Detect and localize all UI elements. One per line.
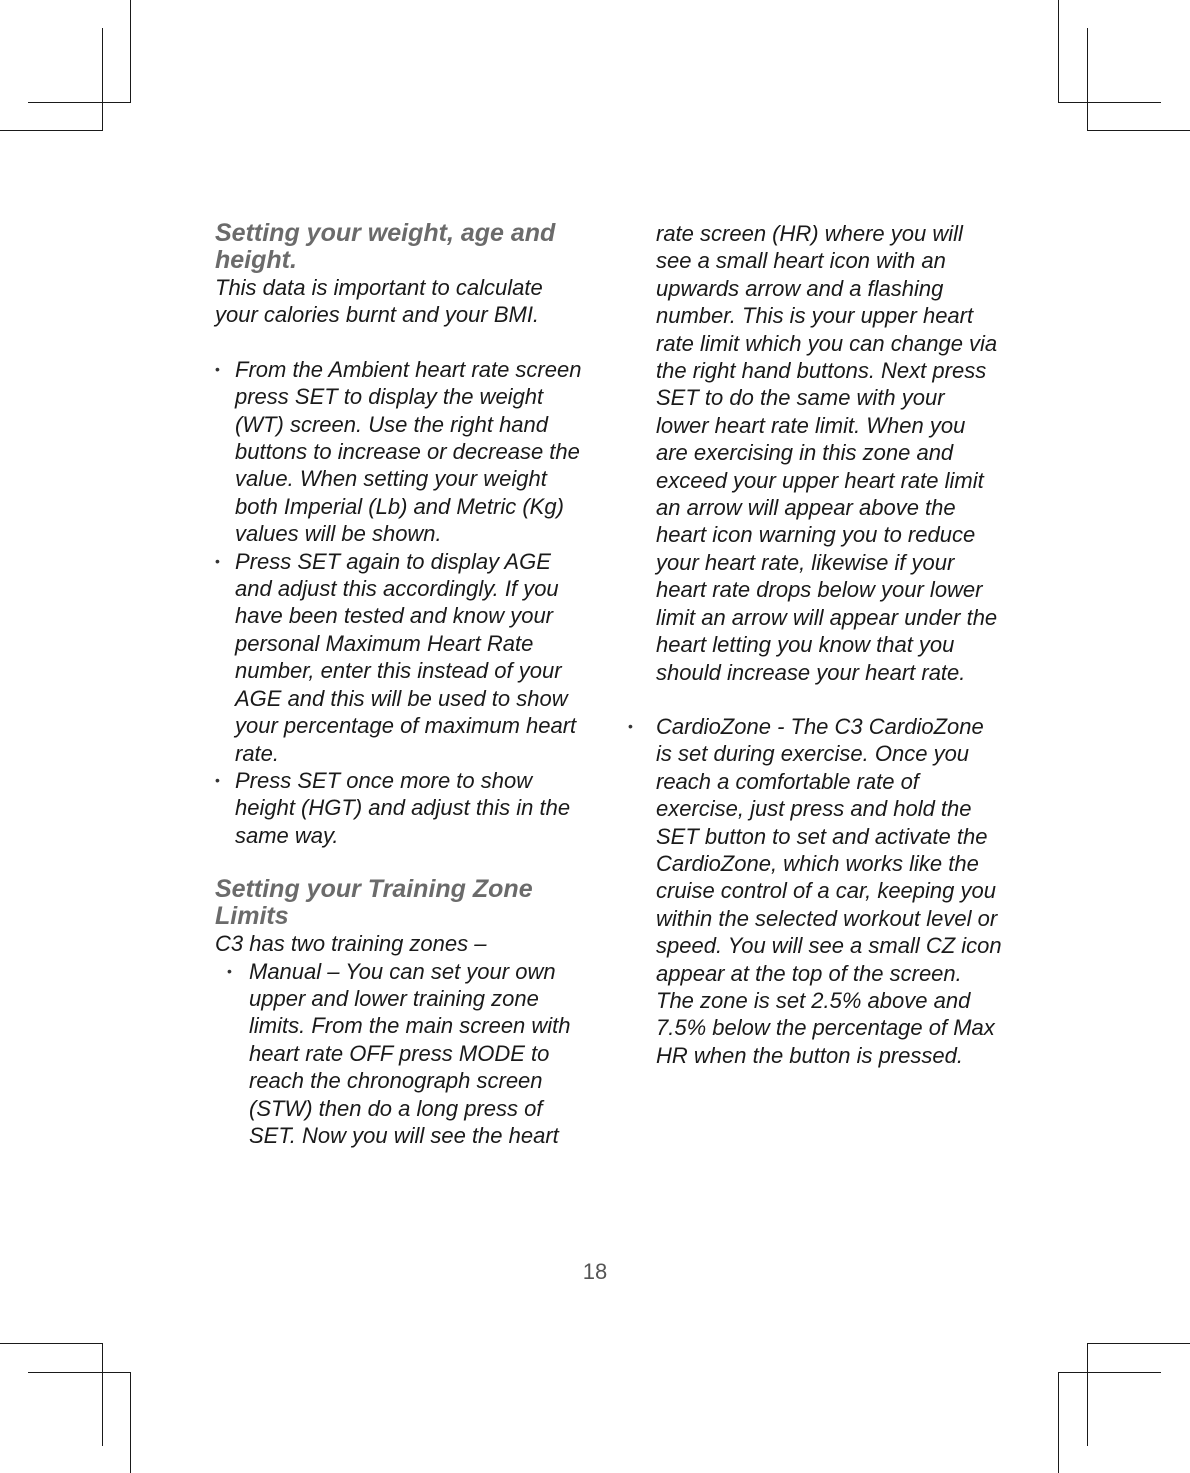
crop-mark-top-left-vertical <box>130 0 131 103</box>
heading-weight-age-height: Setting your weight, age and height. <box>215 219 556 274</box>
list-item <box>215 548 590 767</box>
bullet-icon: • <box>215 771 220 788</box>
bullet-icon: • <box>227 962 232 979</box>
bullet-icon: • <box>215 552 220 569</box>
crop-mark-bottom-left-vertical <box>102 1343 103 1446</box>
list-item <box>628 713 1003 1069</box>
crop-mark-top-right-horizontal <box>1058 102 1161 103</box>
crop-mark-top-right-inner-vertical <box>1087 28 1088 131</box>
bullet-icon: • <box>215 360 220 377</box>
bullet-text-manual-zone: Manual – You can set your own upper and lower training zone limits. From the main screen with heart rate OFF press MODE to reach the chronograph screen (STW) then do a long press of SET. Now you will see the heart <box>249 958 571 1148</box>
crop-mark-top-right-inner-horizontal <box>1087 130 1190 131</box>
crop-mark-top-left-inner-horizontal <box>0 130 103 131</box>
crop-mark-bottom-left-inner-vertical <box>130 1372 131 1473</box>
intro-text: This data is important to calculate your calories burnt and your BMI. <box>215 275 543 328</box>
crop-mark-top-left-horizontal <box>28 102 131 103</box>
heading-training-zone-limits: Setting your Training Zone Limits <box>215 875 533 931</box>
list-item <box>215 958 590 1150</box>
list-item <box>215 356 590 548</box>
bullet-icon: • <box>628 717 633 734</box>
bullet-text-height: Press SET once more to show height (HGT) and adjust this in the same way. <box>235 767 571 848</box>
crop-mark-bottom-left-inner-horizontal <box>28 1372 131 1373</box>
settings-bullet-list <box>215 356 590 849</box>
zones-bullet-list <box>215 958 590 1150</box>
crop-mark-bottom-right-vertical <box>1087 1343 1088 1446</box>
crop-mark-bottom-left-horizontal <box>0 1343 103 1344</box>
crop-mark-bottom-right-horizontal <box>1087 1343 1190 1344</box>
list-item <box>215 767 590 849</box>
page-number: 18 <box>582 1259 608 1284</box>
bullet-text-age: Press SET again to display AGE and adjust this accordingly. If you have been tested and know your personal Maximum Heart Rate number, enter this instead of your AGE and this will be used to show your percentage of maximum heart rate. <box>235 548 577 766</box>
zones-intro-text: C3 has two training zones – <box>215 931 487 957</box>
right-column <box>628 220 1003 1069</box>
crop-mark-bottom-right-inner-vertical <box>1058 1372 1059 1473</box>
manual-zone-continuation: rate screen (HR) where you will see a small heart icon with an upwards arrow and a flashing number. This is your upper heart rate limit which you can change via the right hand buttons. Next press SET to do the same with your lower heart rate limit. When you are exercising in this zone and exceed your upper heart rate limit an arrow will appear above the heart icon warning you to reduce your heart rate, likewise if your heart rate drops below your lower limit an arrow will appear under the heart letting you know that you should increase your heart rate. <box>656 221 998 685</box>
cardiozone-bullet-list <box>628 713 1003 1069</box>
crop-mark-bottom-right-inner-horizontal <box>1058 1372 1161 1373</box>
bullet-text-cardiozone: CardioZone - The C3 CardioZone is set during exercise. Once you reach a comfortable rate of exercise, just press and hold the SET button to set and activate the CardioZone, which works like the cruise control of a car, keeping you within the selected workout level or speed. You will see a small CZ icon appear at the top of the screen. The zone is set 2.5% above and 7.5% below the percentage of Max HR when the button is pressed. <box>656 713 1002 1068</box>
left-column <box>215 220 590 1149</box>
crop-mark-top-left-inner-vertical <box>102 28 103 131</box>
bullet-text-weight: From the Ambient heart rate screen press SET to display the weight (WT) screen. Use the right hand buttons to increase or decrease the value. When setting your weight both Imperial (Lb) and Metric (Kg) values will be shown. <box>235 356 582 547</box>
crop-mark-top-right-vertical <box>1058 0 1059 103</box>
